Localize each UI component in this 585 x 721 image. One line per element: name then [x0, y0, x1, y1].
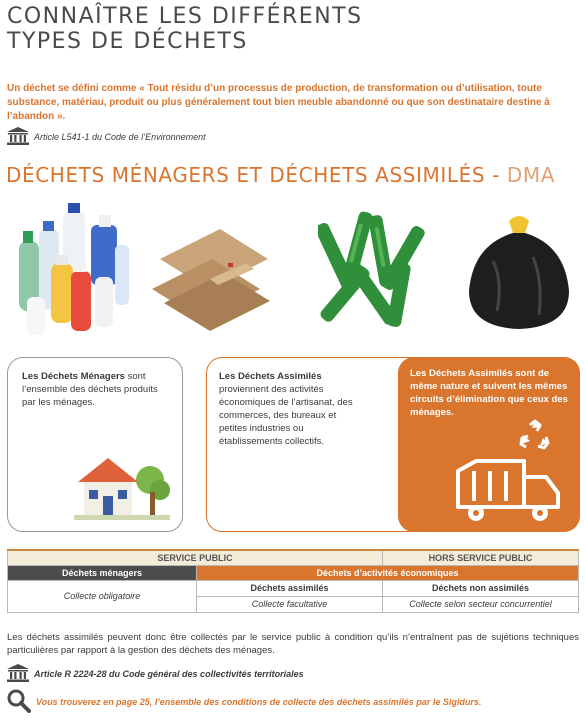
- collecte-table: [7, 549, 579, 613]
- section-title: [6, 163, 555, 187]
- table-cell-collecte-concurrentiel: Collecte selon secteur concurrentiel: [383, 596, 579, 612]
- table-row: [8, 565, 579, 580]
- reference-collectivites-code: [7, 664, 304, 684]
- courthouse-icon: [7, 127, 29, 147]
- table-header-hors-service-public: HORS SERVICE PUBLIC: [383, 550, 579, 565]
- table-row: [8, 580, 579, 596]
- footer-paragraph: Les déchets assimilés peuvent donc être collectés par le service public à condition qu’ils n’entraînent pas de sujétions techniques particulières par rapport à la gestion des déchets des ménages.: [7, 632, 579, 656]
- assimiles-text: proviennent des activités économiques de l’artisanat, des commerces, des bureaux et petites industries ou établissements collectifs.: [219, 384, 353, 447]
- section-title-text: DÉCHETS MÉNAGERS ET DÉCHETS ASSIMILÉS: [6, 163, 486, 187]
- table-header-service-public: SERVICE PUBLIC: [8, 550, 383, 565]
- reference-environment-code: [7, 127, 206, 147]
- table-cell-collecte-facultative: Collecte facultative: [197, 596, 383, 612]
- menagers-title: Les Déchets Ménagers: [22, 371, 125, 382]
- cardboard-image: [150, 219, 272, 337]
- menagers-box: [7, 357, 183, 532]
- assimiles-box: [206, 357, 578, 532]
- assimiles-note-text: Les Déchets Assimilés sont de même nature et suivent les mêmes circuits d’élimination que ceux des ménages.: [410, 368, 568, 418]
- page-25-note: [7, 689, 481, 715]
- section-title-separator: -: [485, 163, 507, 187]
- courthouse-icon: [7, 664, 29, 684]
- page-25-note-text: Vous trouverez en page 25, l’ensemble des conditions de collecte des déchets assimilés par le Sigidurs.: [36, 697, 482, 707]
- reference-text: Article L541-1 du Code de l’Environnement: [34, 132, 206, 142]
- table-cell-dechets-menagers: Déchets ménagers: [8, 565, 197, 580]
- table-cell-dechets-activites: Déchets d’activités économiques: [197, 565, 579, 580]
- page-title-line-2: TYPES DE DÉCHETS: [7, 29, 248, 54]
- table-cell-dechets-assimiles: Déchets assimilés: [197, 580, 383, 596]
- house-icon: [74, 452, 170, 522]
- definition-text: Un déchet se défini comme « Tout résidu d’un processus de production, de transformation ou d’utilisation, toute substance, matériau, produit ou plus généralement tout bien meuble abandonné ou que son destinataire destine à l’abandon ».: [7, 83, 550, 122]
- waste-photos-row: [0, 197, 585, 342]
- menagers-text: sont l’ensemble des déchets produits par les ménages.: [22, 371, 158, 408]
- recycle-icon: [518, 419, 552, 453]
- assimiles-title: Les Déchets Assimilés: [219, 371, 322, 382]
- magnifier-icon: [7, 689, 31, 715]
- section-title-abbr: DMA: [506, 163, 556, 187]
- table-cell-collecte-obligatoire: Collecte obligatoire: [8, 580, 197, 612]
- plastic-bottles-image: [13, 201, 131, 339]
- glass-bottles-image: [318, 201, 430, 335]
- page-title-line-1: CONNAÎTRE LES DIFFÉRENTS: [7, 4, 363, 29]
- page-title: [7, 4, 363, 54]
- garbage-bag-image: [463, 211, 575, 331]
- assimiles-note-box: [398, 357, 580, 532]
- table-cell-dechets-non-assimiles: Déchets non assimilés: [383, 580, 579, 596]
- garbage-truck-icon: [454, 457, 564, 525]
- table-row: [8, 550, 579, 565]
- reference-text: Article R 2224-28 du Code général des collectivités territoriales: [34, 669, 304, 679]
